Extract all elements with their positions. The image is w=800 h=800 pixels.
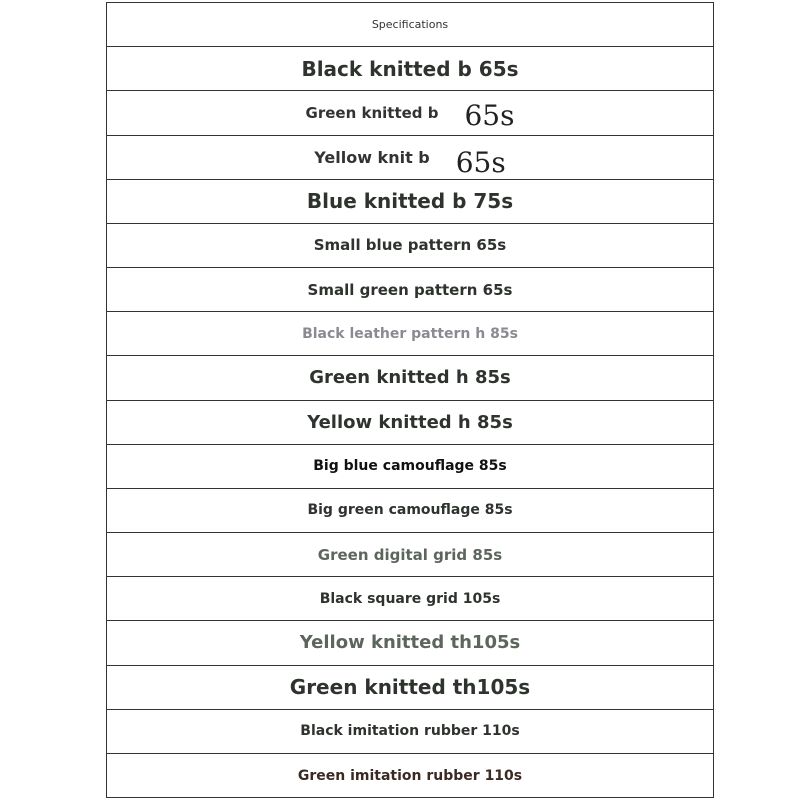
table-row [107,136,713,180]
row-value: 65s [455,145,506,179]
table-row: Black leather pattern h 85s [107,312,713,356]
table-row: Big blue camouflage 85s [107,445,713,489]
specifications-table [106,2,714,798]
table-row: Green imitation rubber 110s [297,767,523,784]
row-label: Green knitted b [305,103,439,122]
table-row: Black square grid 105s [107,577,713,621]
table-row [107,91,713,135]
table-row: Blue knitted b 75s [107,180,713,224]
table-row: Big green camouflage 85s [107,489,713,533]
table-row: Black imitation rubber 110s [107,710,713,754]
table-row: Small green pattern 65s [107,268,713,312]
row-label: Yellow knit b [314,147,430,167]
table-row: Green digital grid 85s [107,533,713,577]
row-value: 65s [464,99,515,133]
table-row: Yellow knitted h 85s [107,401,713,445]
table-header: Specifications [107,3,713,47]
table-row: Yellow knitted th105s [107,621,713,665]
table-row: Green knitted h 85s [107,356,713,400]
table-row: Small blue pattern 65s [107,224,713,268]
table-row: Black knitted b 65s [107,47,713,91]
table-row: Green knitted th105s [107,666,713,710]
